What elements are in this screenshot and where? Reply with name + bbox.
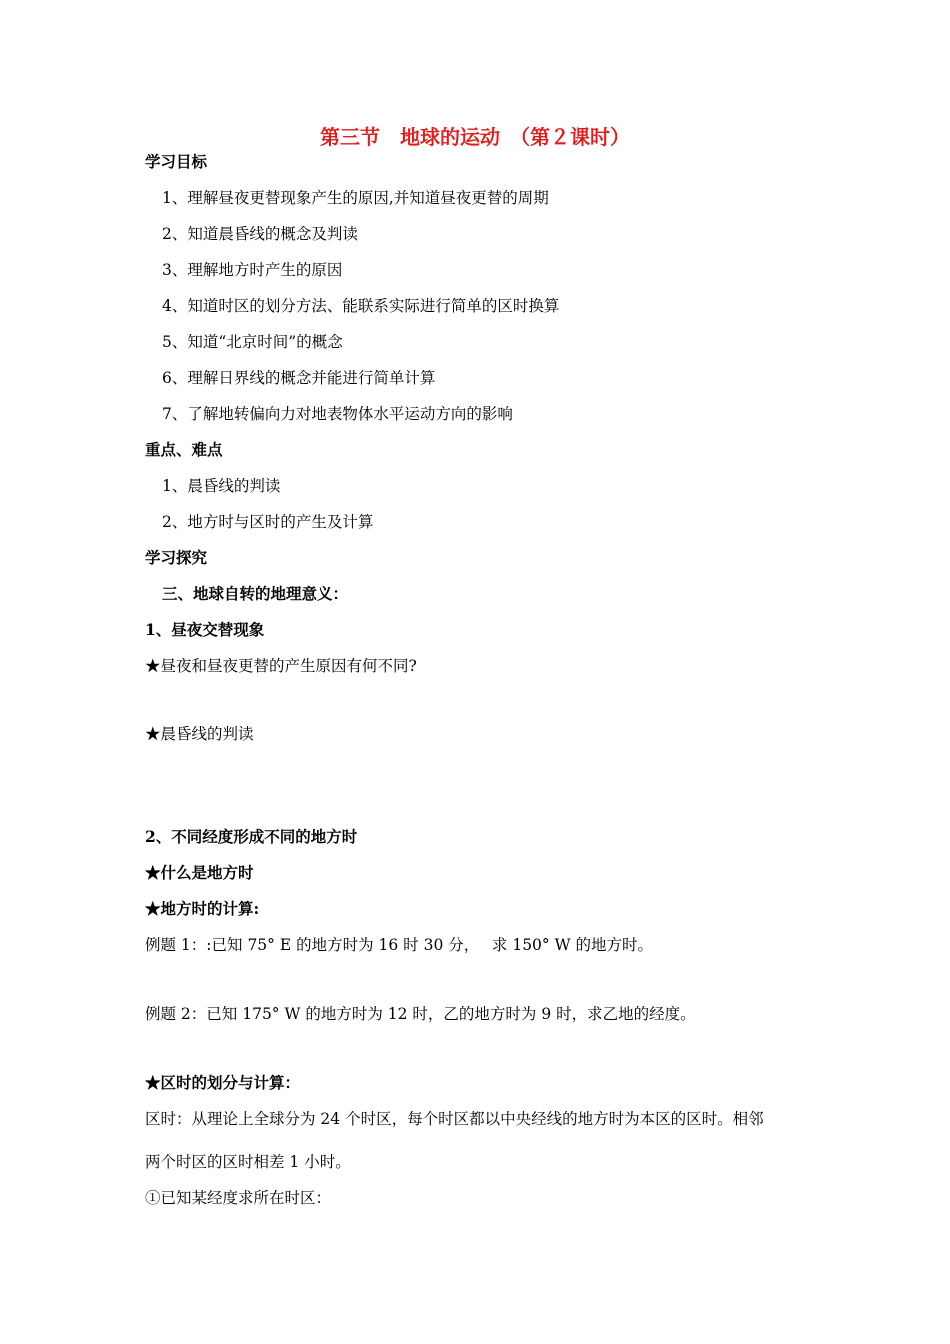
body-text: 区时：从理论上全球分为 24 个时区，每个时区都以中央经线的地方时为本区的区时。相邻 [145,1110,764,1128]
question-text: ★什么是地方时 [145,863,254,882]
example-text: 例题 1：:已知 75° E 的地方时为 16 时 30 分， 求 150° W 的地方时。 [145,936,653,954]
key-item: 2、地方时与区时的产生及计算 [162,513,374,531]
key-item: 1、晨昏线的判读 [162,477,281,495]
subsection-heading: 1、昼夜交替现象 [145,620,265,639]
goal-item: 5、知道“北京时间”的概念 [162,333,343,351]
goal-item: 2、知道晨昏线的概念及判读 [162,225,358,243]
question-text: ★区时的划分与计算： [145,1073,301,1092]
goal-item: 7、了解地转偏向力对地表物体水平运动方向的影响 [162,405,513,423]
goal-item: 4、知道时区的划分方法、能联系实际进行简单的区时换算 [162,297,560,315]
body-text: 两个时区的区时相差 1 小时。 [145,1153,351,1171]
key-heading: 重点、难点 [145,440,223,459]
goal-item: 3、理解地方时产生的原因 [162,261,343,279]
question-text: ★昼夜和昼夜更替的产生原因有何不同? [145,657,417,675]
explore-heading: 学习探究 [145,548,208,567]
question-text: ★地方时的计算: [145,899,260,918]
goal-item: 1、理解昼夜更替现象产生的原因,并知道昼夜更替的周期 [162,189,549,207]
page-title: 第三节 地球的运动 （第２课时） [320,125,630,149]
question-text: ★晨昏线的判读 [145,725,254,743]
list-item: ①已知某经度求所在时区： [145,1189,332,1207]
goals-heading: 学习目标 [145,152,208,171]
subsection-heading: 2、不同经度形成不同的地方时 [145,827,358,846]
example-text: 例题 2：已知 175° W 的地方时为 12 时，乙的地方时为 9 时，求乙地的经度。 [145,1005,696,1023]
goal-item: 6、理解日界线的概念并能进行简单计算 [162,369,436,387]
section-heading: 三、地球自转的地理意义： [162,584,349,603]
